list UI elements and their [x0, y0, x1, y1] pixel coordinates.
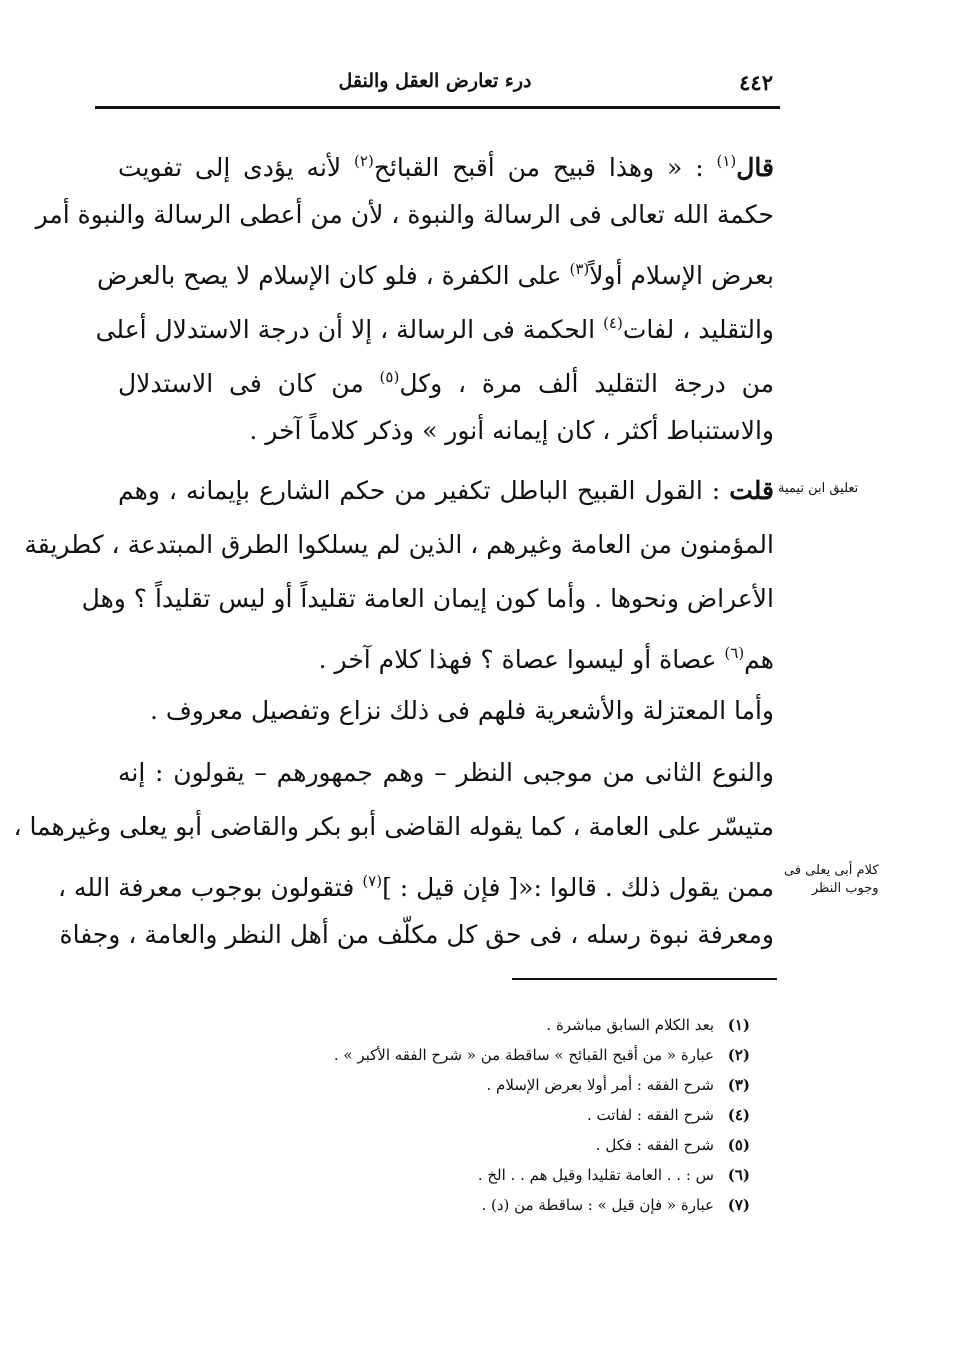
text-line: وأما المعتزلة والأشعرية فلهم فى ذلك نزاع وتفصيل معروف . — [149, 696, 774, 725]
page-header — [95, 66, 775, 106]
paragraph-1 — [35, 134, 774, 458]
paragraph-2 — [24, 464, 774, 680]
footnote-item: (١)بعد الكلام السابق مباشرة . — [546, 1016, 750, 1034]
text-line: متيسّر على العامة ، كما يقوله القاضى أبو بكر والقاضى أبو يعلى وغيرهما ، — [13, 812, 774, 841]
text-line: قلت : القول القبيح الباطل تكفير من حكم الشارع بإيمانه ، وهم — [118, 476, 774, 505]
margin-note-ibn-taymiyya: تعليق ابن تيمية — [778, 481, 859, 496]
paragraph-lead-word: قلت — [729, 476, 774, 505]
footnote-item: (٥)شرح الفقه : فكل . — [595, 1136, 750, 1154]
footnote-ref: (١) — [716, 152, 737, 170]
footnote-item: (٧)عبارة « فإن قيل » : ساقطة من (د) . — [481, 1196, 750, 1214]
footnote-ref: (٥) — [379, 368, 400, 386]
page-number: ٤٤٢ — [739, 70, 773, 95]
text-line: ممن يقول ذلك . قالوا :«[ فإن قيل : ]$^{(٧)}$ فتقولون بوجوب معرفة الله ، — [57, 872, 774, 902]
footnote-ref: (٧) — [362, 872, 383, 890]
text-line: قال$^{(١)}$ : « وهذا قبيح من أقبح القبائح$^{(٢)}$ لأنه يؤدى إلى تفويت — [118, 152, 774, 182]
text-line: هم$^{(٦)}$ عصاة أو ليسوا عصاة ؟ فهذا كلام آخر . — [318, 644, 774, 674]
footnote-item: (٣)شرح الفقه : أمر أولا بعرض الإسلام . — [486, 1076, 750, 1094]
footnote-ref: (٣) — [569, 260, 590, 278]
text-line: حكمة الله تعالى فى الرسالة والنبوة ، لأن من أعطى الرسالة والنبوة أمر — [35, 200, 774, 229]
footnotes — [250, 1010, 750, 1220]
text-line: والتقليد ، لفات$^{(٤)}$ الحكمة فى الرسالة ، إلا أن درجة الاستدلال أعلى — [95, 314, 774, 344]
header-rule — [95, 106, 780, 109]
text-line: من درجة التقليد ألف مرة ، وكل$^{(٥)}$ من كان فى الاستدلال — [118, 368, 774, 398]
text-line: بعرض الإسلام أولاً$^{(٣)}$ على الكفرة ، فلو كان الإسلام لا يصح بالعرض — [97, 260, 774, 290]
paragraph-4 — [13, 746, 774, 962]
footnote-ref: (٦) — [724, 644, 745, 662]
text-line: والاستنباط أكثر ، كان إيمانه أنور » وذكر كلاماً آخر . — [249, 416, 774, 445]
paragraph-lead-word: قال — [736, 153, 774, 182]
running-title: درء تعارض العقل والنقل — [338, 70, 532, 92]
footnote-item: (٢)عبارة « من أقبح القبائح » ساقطة من « شرح الفقه الأكبر » . — [333, 1046, 750, 1064]
text-line: ومعرفة نبوة رسله ، فى حق كل مكلّف من أهل النظر والعامة ، وجفاة — [59, 920, 774, 949]
margin-note-abu-yala: كلام أبى يعلى فى وجوب النظر — [784, 863, 879, 896]
footnote-ref: (٤) — [603, 314, 623, 332]
footnote-ref: (٢) — [354, 152, 374, 170]
paragraph-3 — [118, 684, 774, 738]
footnote-separator — [512, 978, 777, 980]
text-line: والنوع الثانى من موجبى النظر – وهم جمهورهم – يقولون : إنه — [118, 758, 774, 787]
footnote-item: (٤)شرح الفقه : لفاتت . — [586, 1106, 750, 1124]
text-line: الأعراض ونحوها . وأما كون إيمان العامة تقليداً أو ليس تقليداً ؟ وهل — [81, 584, 774, 613]
footnote-item: (٦)س : . . العامة تقليدا وقيل هم . . الخ . — [477, 1166, 750, 1184]
text-line: المؤمنون من العامة وغيرهم ، الذين لم يسلكوا الطرق المبتدعة ، كطريقة — [24, 530, 774, 559]
